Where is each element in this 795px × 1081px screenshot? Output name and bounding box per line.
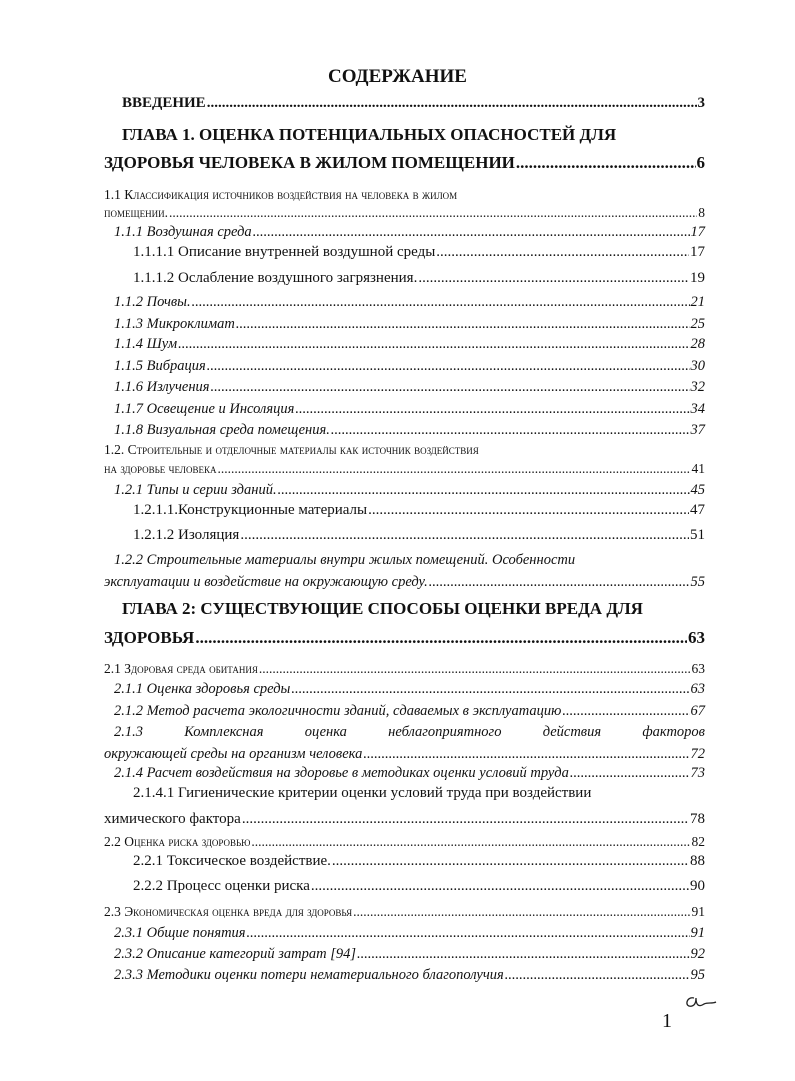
toc-entry	[114, 295, 705, 310]
toc-page-number: 32	[690, 379, 705, 395]
toc-entry	[114, 968, 705, 983]
dot-leader	[516, 154, 696, 171]
toc-entry-text: 1.2.1.2 Изоляция	[133, 527, 240, 543]
toc-entry-text: 2.3.1 Общие понятия	[114, 925, 246, 941]
toc-entry	[133, 245, 705, 260]
dot-leader	[278, 483, 690, 498]
toc-entry-text: 1.2.2 Строительные материалы внутри жилых помещений. Особенности	[114, 552, 576, 568]
dot-leader	[247, 926, 690, 941]
toc-page-number: 34	[690, 401, 705, 417]
toc-entry	[133, 503, 705, 518]
toc-page-number: 25	[690, 316, 705, 332]
toc-entry	[104, 206, 705, 220]
toc-entry-text: 1.1.5 Вибрация	[114, 358, 206, 374]
toc-page-number: 67	[690, 703, 705, 719]
toc-entry-text: 1.1.8 Визуальная среда помещения.	[114, 422, 330, 438]
toc-page-number: 88	[690, 853, 705, 869]
dot-leader	[195, 629, 687, 646]
toc-page-number: 78	[690, 811, 705, 827]
toc-entry	[114, 483, 705, 498]
dot-leader	[211, 380, 690, 395]
dot-leader	[368, 503, 689, 518]
toc-entry-text: 1.1.6 Излучения	[114, 379, 210, 395]
toc-entry-text: на здоровье человека	[104, 461, 217, 476]
dot-leader	[311, 879, 689, 894]
toc-entry-text: 1.1.4 Шум	[114, 336, 178, 352]
dot-leader	[207, 359, 690, 374]
dot-leader	[562, 704, 689, 719]
toc-entry-text: 1.1.3 Микроклимат	[114, 316, 235, 332]
toc-entry	[114, 725, 705, 740]
toc-entry	[133, 528, 705, 543]
toc-page-number: 6	[696, 153, 705, 172]
toc-entry-text: 1.2. Строительные и отделочные материалы как источник воздействия	[104, 442, 479, 457]
toc-entry-text: ГЛАВА 1. ОЦЕНКА ПОТЕНЦИАЛЬНЫХ ОПАСНОСТЕЙ ДЛЯ	[122, 125, 617, 144]
dot-leader	[207, 96, 697, 111]
toc-entry-text: помещении.	[104, 205, 168, 220]
toc-entry-text: 2.1.4.1 Гигиенические критерии оценки условий труда при воздействии	[133, 785, 592, 801]
toc-page-number: 82	[691, 834, 705, 849]
toc-page-number: 73	[690, 765, 705, 781]
toc-entry	[104, 462, 705, 476]
toc-entry-word: факторов	[642, 724, 705, 740]
toc-page-number: 72	[690, 746, 705, 762]
toc-entry	[114, 225, 705, 240]
toc-entry	[114, 359, 705, 374]
toc-entry	[114, 682, 705, 697]
toc-entry	[133, 879, 705, 894]
dot-leader	[236, 317, 690, 332]
toc-entry-word: действия	[542, 724, 602, 740]
dot-leader	[331, 423, 690, 438]
toc-page-number: 51	[690, 527, 705, 543]
toc-page-number: 90	[690, 878, 705, 894]
toc-entry	[104, 905, 705, 919]
toc-entry	[133, 854, 705, 869]
dot-leader	[253, 225, 690, 240]
dot-leader	[259, 662, 691, 676]
toc-entry	[114, 380, 705, 395]
toc-page-number: 19	[690, 270, 705, 286]
toc-entry	[114, 704, 705, 719]
toc-entry	[114, 317, 705, 332]
toc-entry-text: ГЛАВА 2: СУЩЕСТВУЮЩИЕ СПОСОБЫ ОЦЕНКИ ВРЕДА ДЛЯ	[122, 599, 643, 618]
dot-leader	[353, 905, 690, 919]
toc-entry	[114, 766, 705, 781]
dot-leader	[357, 947, 689, 962]
toc-page-number: 41	[691, 461, 705, 476]
toc-page-number: 30	[690, 358, 705, 374]
toc-entry	[104, 747, 705, 762]
toc-entry-word: неблагоприятного	[388, 724, 502, 740]
toc-page-number: 91	[690, 925, 705, 941]
toc-entry	[122, 126, 616, 143]
toc-page-number: 17	[690, 244, 705, 260]
toc-page-number: 91	[691, 904, 705, 919]
toc-entry	[104, 154, 705, 171]
toc-entry-text: химического фактора	[104, 811, 241, 827]
toc-entry-text: 2.1.2 Метод расчета экологичности зданий, сдаваемых в эксплуатацию	[114, 703, 562, 719]
toc-entry	[104, 629, 705, 646]
toc-entry-word: Комплексная	[184, 724, 264, 740]
toc-entry	[114, 337, 705, 352]
toc-page-number: 3	[697, 95, 705, 111]
dot-leader	[217, 462, 690, 476]
toc-entry	[104, 575, 705, 590]
toc-page-number: 95	[690, 967, 705, 983]
toc-entry-text: 1.1.2 Почвы.	[114, 294, 191, 310]
toc-page-number: 63	[688, 628, 705, 647]
toc-page-number: 92	[690, 946, 705, 962]
dot-leader	[242, 812, 689, 827]
toc-page-number: 47	[690, 502, 705, 518]
toc-entry	[133, 786, 591, 801]
page-number: 1	[662, 1010, 672, 1032]
toc-entry	[114, 947, 705, 962]
dot-leader	[291, 682, 689, 697]
toc-entry-text: ВВЕДЕНИЕ	[122, 95, 206, 111]
toc-entry	[114, 553, 575, 568]
dot-leader	[363, 747, 689, 762]
toc-page-number: 63	[691, 661, 705, 676]
toc-entry-text: 2.1 Здоровая среда обитания	[104, 661, 258, 676]
dot-leader	[332, 854, 689, 869]
toc-entry-word: оценка	[304, 724, 347, 740]
toc-entry-text: 1.1 Классификация источников воздействия на человека в жилом	[104, 187, 458, 202]
toc-entry	[114, 926, 705, 941]
toc-entry-text: ЗДОРОВЬЯ ЧЕЛОВЕКА В ЖИЛОМ ПОМЕЩЕНИИ	[104, 153, 515, 172]
toc-entry-text: 2.3 Экономическая оценка вреда для здоровья	[104, 904, 353, 919]
dot-leader	[436, 245, 689, 260]
toc-page-number: 63	[690, 681, 705, 697]
toc-entry-text: 2.2.2 Процесс оценки риска	[133, 878, 310, 894]
toc-entry-text: эксплуатации и воздействие на окружающую среду.	[104, 574, 428, 590]
toc-page-number: 28	[690, 336, 705, 352]
toc-entry	[104, 188, 457, 202]
dot-leader	[169, 206, 697, 220]
toc-entry	[114, 402, 705, 417]
toc-entry-text: ЗДОРОВЬЯ	[104, 628, 195, 647]
toc-page-number: 45	[690, 482, 705, 498]
toc-entry-text: 2.2 Оценка риска здоровью	[104, 834, 251, 849]
toc-entry-text: 1.1.7 Освещение и Инсоляция	[114, 401, 295, 417]
toc-entry-text: 2.1.4 Расчет воздействия на здоровье в методиках оценки условий труда	[114, 765, 569, 781]
toc-entry-text: 1.1.1.1 Описание внутренней воздушной среды	[133, 244, 436, 260]
toc-entry-text: 2.1.1 Оценка здоровья среды	[114, 681, 291, 697]
toc-entry-text: 2.3.3 Методики оценки потери нематериального благополучия	[114, 967, 504, 983]
handwritten-mark-icon	[680, 990, 720, 1014]
toc-entry-text: 1.2.1.1.Конструкционные материалы	[133, 502, 368, 518]
dot-leader	[505, 968, 690, 983]
toc-entry	[133, 271, 705, 286]
toc-entry-text: 1.2.1 Типы и серии зданий.	[114, 482, 277, 498]
toc-entry-text: окружающей среды на организм человека	[104, 746, 363, 762]
dot-leader	[178, 337, 689, 352]
toc-entry	[104, 662, 705, 676]
toc-entry	[114, 423, 705, 438]
toc-entry-text: 1.1.1.2 Ослабление воздушного загрязнения.	[133, 270, 418, 286]
toc-page-number: 21	[690, 294, 705, 310]
toc-entry	[122, 600, 643, 617]
toc-entry	[104, 443, 479, 457]
toc-page-number: 17	[690, 224, 705, 240]
toc-entry-word: 2.1.3	[114, 724, 143, 740]
toc-entry-text: 1.1.1 Воздушная среда	[114, 224, 252, 240]
dot-leader	[240, 528, 689, 543]
toc-entry	[104, 835, 705, 849]
toc-entry-text: 2.2.1 Токсическое воздействие.	[133, 853, 331, 869]
dot-leader	[295, 402, 689, 417]
toc-entry-text: 2.3.2 Описание категорий затрат [94]	[114, 946, 357, 962]
toc-page-number: 8	[698, 205, 705, 220]
dot-leader	[192, 295, 690, 310]
toc-title: СОДЕРЖАНИЕ	[328, 66, 467, 87]
toc-entry	[104, 812, 705, 827]
dot-leader	[251, 835, 690, 849]
toc-entry	[122, 96, 705, 111]
dot-leader	[570, 766, 690, 781]
toc-page-number: 37	[690, 422, 705, 438]
dot-leader	[429, 575, 690, 590]
dot-leader	[418, 271, 689, 286]
toc-page-number: 55	[690, 574, 705, 590]
